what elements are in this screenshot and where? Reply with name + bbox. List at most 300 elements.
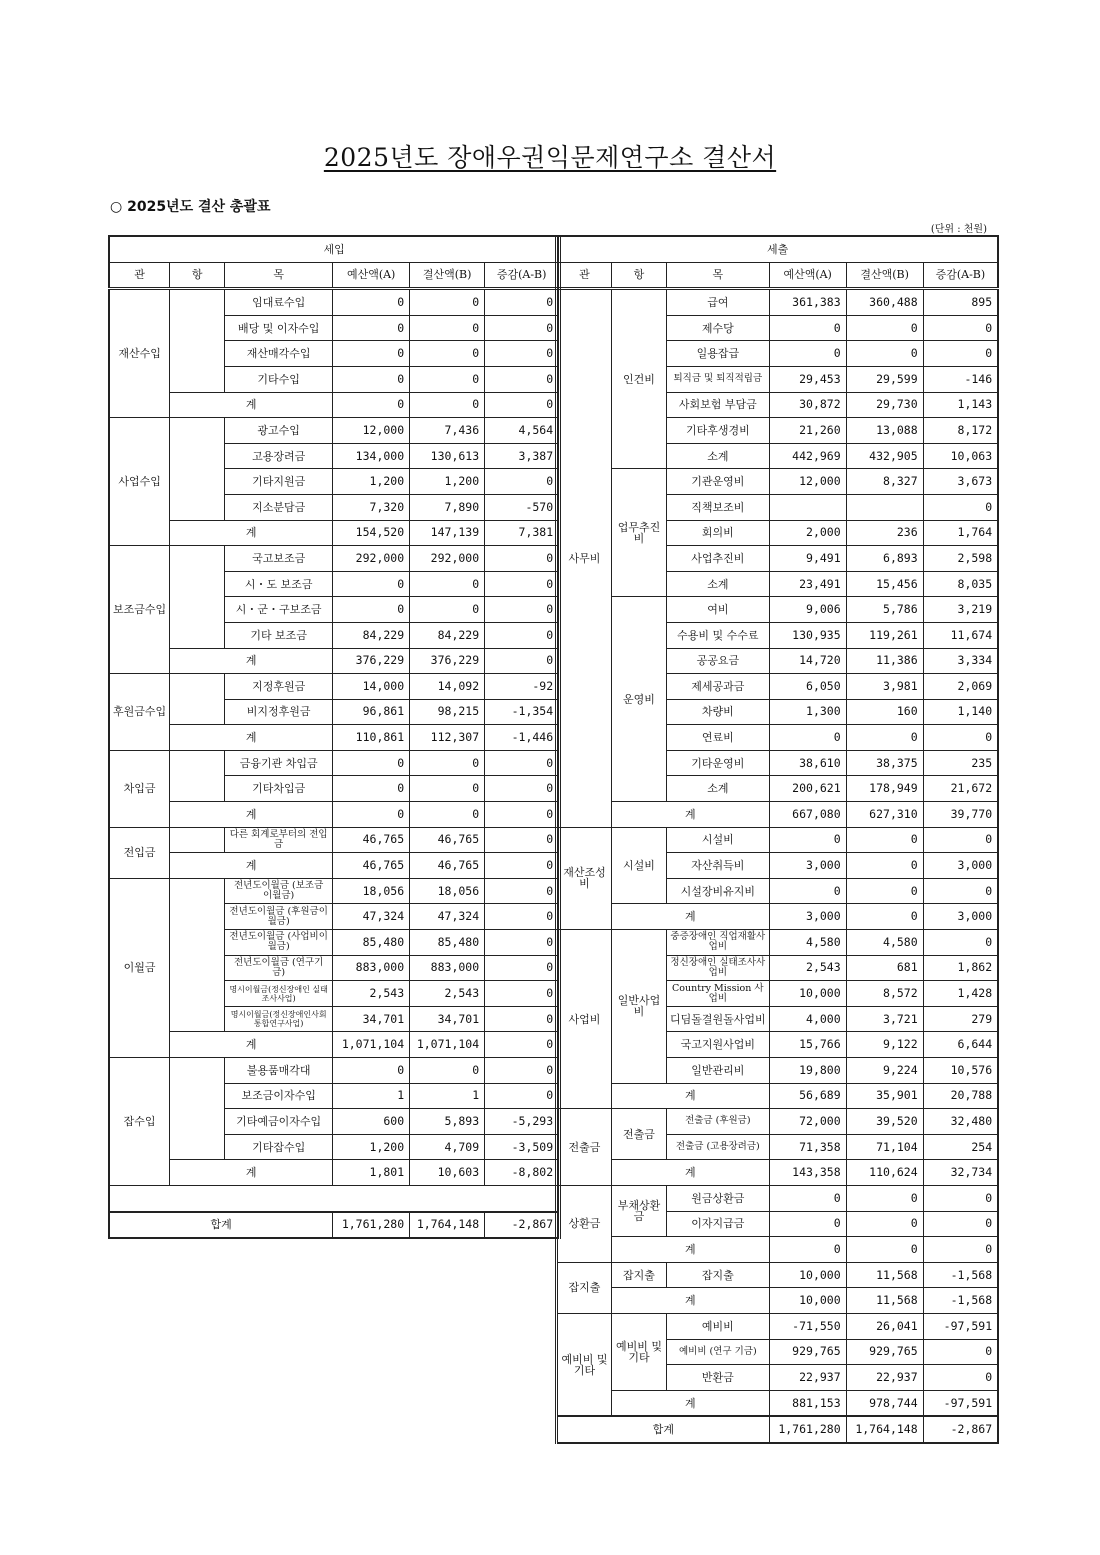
diff-value: 3,000 xyxy=(923,904,998,930)
mok-cell: 소계 xyxy=(667,443,770,469)
gwan-cell: 예비비 및 기타 xyxy=(557,1313,612,1416)
mok-cell: 배당 및 이자수입 xyxy=(225,315,333,341)
hang-cell: 부채상환금 xyxy=(612,1185,667,1236)
budget-value: 7,320 xyxy=(333,494,410,520)
actual-value: 0 xyxy=(846,1237,923,1263)
mok-cell: 사업추진비 xyxy=(667,546,770,572)
diff-value: 32,480 xyxy=(923,1109,998,1135)
actual-value: 883,000 xyxy=(410,955,485,981)
gwan-cell: 후원금수입 xyxy=(109,674,170,751)
budget-value: 667,080 xyxy=(769,802,846,828)
budget-value: 3,000 xyxy=(769,853,846,879)
budget-value: -71,550 xyxy=(769,1313,846,1339)
budget-value: 0 xyxy=(333,750,410,776)
actual-value: 0 xyxy=(410,776,485,802)
budget-value: 2,543 xyxy=(769,955,846,981)
column-header: 예산액(A) xyxy=(769,262,846,289)
hang-cell xyxy=(170,546,225,648)
hang-cell xyxy=(170,827,225,853)
budget-value: 30,872 xyxy=(769,392,846,418)
column-header-row xyxy=(557,262,999,289)
mok-cell: 비지정후원금 xyxy=(225,699,333,725)
subtotal-label: 계 xyxy=(612,1288,770,1314)
income-row xyxy=(109,827,560,853)
actual-value: 1 xyxy=(410,1083,485,1109)
actual-value: 0 xyxy=(846,725,923,751)
actual-value: 11,568 xyxy=(846,1288,923,1314)
mok-cell: 디딤돌결원돌사업비 xyxy=(667,1006,770,1032)
budget-value: 23,491 xyxy=(769,571,846,597)
gwan-cell: 전출금 xyxy=(557,1109,612,1186)
income-row xyxy=(109,289,560,316)
mok-cell: 전출금 (고용장려금) xyxy=(667,1134,770,1160)
hang-cell: 전출금 xyxy=(612,1109,667,1160)
section-heading: ○ 2025년도 결산 총괄표 xyxy=(110,199,271,215)
mok-cell: 시・도 보조금 xyxy=(225,571,333,597)
diff-value: -3,509 xyxy=(485,1134,560,1160)
diff-value: 0 xyxy=(485,392,560,418)
budget-value: 442,969 xyxy=(769,443,846,469)
actual-value: 13,088 xyxy=(846,418,923,444)
mok-cell: 전년도이월금 (후원금이월금) xyxy=(225,904,333,930)
budget-value: 2,000 xyxy=(769,520,846,546)
actual-value: 98,215 xyxy=(410,699,485,725)
actual-value: 681 xyxy=(846,955,923,981)
expense-subtotal-row xyxy=(557,1390,999,1416)
diff-value: 2,069 xyxy=(923,674,998,700)
column-header: 목 xyxy=(225,262,333,289)
subtotal-label: 계 xyxy=(170,648,333,674)
budget-value: 200,621 xyxy=(769,776,846,802)
mok-cell: 퇴직금 및 퇴직적립금 xyxy=(667,366,770,392)
budget-value: 96,861 xyxy=(333,699,410,725)
diff-value: 235 xyxy=(923,750,998,776)
subtotal-label: 계 xyxy=(170,1160,333,1186)
income-subtotal-row xyxy=(109,802,560,828)
mok-cell: 기타지원금 xyxy=(225,469,333,495)
mok-cell: 기타후생경비 xyxy=(667,418,770,444)
budget-value: 29,453 xyxy=(769,366,846,392)
mok-cell: 급여 xyxy=(667,289,770,316)
budget-value: 0 xyxy=(333,1058,410,1084)
mok-cell: 반환금 xyxy=(667,1365,770,1391)
mok-cell: 다른 회계로부터의 전입금 xyxy=(225,827,333,853)
actual-value: 0 xyxy=(410,315,485,341)
mok-cell: 시설비 xyxy=(667,827,770,853)
diff-value: 0 xyxy=(485,469,560,495)
actual-value: 627,310 xyxy=(846,802,923,828)
column-header: 목 xyxy=(667,262,770,289)
budget-value: 2,543 xyxy=(333,981,410,1007)
mok-cell: 제수당 xyxy=(667,315,770,341)
diff-value: 2,598 xyxy=(923,546,998,572)
mok-cell: 임대료수입 xyxy=(225,289,333,316)
diff-value: 3,000 xyxy=(923,853,998,879)
actual-value: 34,701 xyxy=(410,1006,485,1032)
actual-value: 2,543 xyxy=(410,981,485,1007)
diff-value: 0 xyxy=(923,1339,998,1365)
budget-value: 22,937 xyxy=(769,1365,846,1391)
budget-value: 881,153 xyxy=(769,1390,846,1416)
actual-value: 978,744 xyxy=(846,1390,923,1416)
hang-cell xyxy=(170,750,225,801)
diff-value: 0 xyxy=(485,955,560,981)
diff-value: -5,293 xyxy=(485,1109,560,1135)
diff-value: 3,673 xyxy=(923,469,998,495)
mok-cell: 수용비 및 수수료 xyxy=(667,622,770,648)
budget-value: 0 xyxy=(333,366,410,392)
diff-value: 0 xyxy=(485,315,560,341)
hang-cell: 예비비 및 기타 xyxy=(612,1313,667,1390)
actual-value: 0 xyxy=(410,597,485,623)
subtotal-label: 계 xyxy=(612,1237,770,1263)
diff-value: 0 xyxy=(923,1365,998,1391)
diff-value: -1,446 xyxy=(485,725,560,751)
budget-value: 0 xyxy=(333,571,410,597)
diff-value: 0 xyxy=(485,366,560,392)
actual-value: 26,041 xyxy=(846,1313,923,1339)
diff-value: 11,674 xyxy=(923,622,998,648)
actual-value: 0 xyxy=(410,571,485,597)
actual-value: 147,139 xyxy=(410,520,485,546)
income-subtotal-row xyxy=(109,648,560,674)
diff-value: 0 xyxy=(485,776,560,802)
income-row xyxy=(109,853,560,879)
actual-value: 22,937 xyxy=(846,1365,923,1391)
diff-value: 0 xyxy=(485,571,560,597)
income-table xyxy=(108,235,561,1239)
diff-value: 0 xyxy=(485,827,560,853)
actual-value: 119,261 xyxy=(846,622,923,648)
diff-value: 0 xyxy=(923,1211,998,1237)
actual-value: 130,613 xyxy=(410,443,485,469)
budget-value: 154,520 xyxy=(333,520,410,546)
budget-value: 10,000 xyxy=(769,1262,846,1288)
diff-value: -146 xyxy=(923,366,998,392)
actual-value: 4,580 xyxy=(846,930,923,956)
gwan-cell: 보조금수입 xyxy=(109,546,170,674)
gwan-cell: 잡지출 xyxy=(557,1262,612,1313)
gwan-cell: 차입금 xyxy=(109,750,170,827)
budget-value: 0 xyxy=(333,802,410,828)
budget-value: 1,761,280 xyxy=(333,1212,410,1239)
diff-value: 10,576 xyxy=(923,1058,998,1084)
gwan-cell: 잡수입 xyxy=(109,1058,170,1186)
actual-value: 432,905 xyxy=(846,443,923,469)
income-row xyxy=(109,520,560,546)
expense-subtotal-row xyxy=(557,1160,999,1186)
total-label: 합계 xyxy=(109,1212,333,1239)
actual-value: 1,764,148 xyxy=(846,1416,923,1443)
actual-value: 7,890 xyxy=(410,494,485,520)
actual-value: 39,520 xyxy=(846,1109,923,1135)
mok-cell: 사회보험 부담금 xyxy=(667,392,770,418)
actual-value: 11,386 xyxy=(846,648,923,674)
diff-value: -1,568 xyxy=(923,1288,998,1314)
budget-value: 34,701 xyxy=(333,1006,410,1032)
budget-value: 1,761,280 xyxy=(769,1416,846,1443)
mok-cell: Country Mission 사업비 xyxy=(667,981,770,1007)
budget-value: 1 xyxy=(333,1083,410,1109)
diff-value: -2,867 xyxy=(485,1212,560,1239)
actual-value: 71,104 xyxy=(846,1134,923,1160)
mok-cell: 기관운영비 xyxy=(667,469,770,495)
budget-value: 18,056 xyxy=(333,878,410,904)
mok-cell: 금융기관 차입금 xyxy=(225,750,333,776)
mok-cell: 여비 xyxy=(667,597,770,623)
diff-value: 0 xyxy=(923,1237,998,1263)
budget-value: 46,765 xyxy=(333,827,410,853)
actual-value: 47,324 xyxy=(410,904,485,930)
diff-value: 0 xyxy=(485,622,560,648)
subtotal-label: 계 xyxy=(170,392,333,418)
budget-value: 10,000 xyxy=(769,981,846,1007)
column-header: 증감(A-B) xyxy=(923,262,998,289)
budget-value: 134,000 xyxy=(333,443,410,469)
diff-value: 7,381 xyxy=(485,520,560,546)
budget-value: 0 xyxy=(333,315,410,341)
budget-value: 0 xyxy=(769,315,846,341)
diff-value: -8,802 xyxy=(485,1160,560,1186)
income-row xyxy=(109,1058,560,1084)
actual-value: 0 xyxy=(846,853,923,879)
budget-value: 0 xyxy=(333,597,410,623)
header-row xyxy=(109,236,560,262)
budget-value: 19,800 xyxy=(769,1058,846,1084)
diff-value: 0 xyxy=(485,341,560,367)
diff-value: 10,063 xyxy=(923,443,998,469)
diff-value: -1,568 xyxy=(923,1262,998,1288)
diff-value: 0 xyxy=(485,750,560,776)
column-header: 관 xyxy=(109,262,170,289)
mok-cell: 자산취득비 xyxy=(667,853,770,879)
budget-value: 0 xyxy=(769,725,846,751)
actual-value: 376,229 xyxy=(410,648,485,674)
gwan-cell: 사무비 xyxy=(557,289,612,827)
diff-value: 0 xyxy=(485,981,560,1007)
column-header-row xyxy=(109,262,560,289)
actual-value: 5,893 xyxy=(410,1109,485,1135)
actual-value: 236 xyxy=(846,520,923,546)
budget-value: 21,260 xyxy=(769,418,846,444)
expense-row xyxy=(557,469,999,495)
diff-value: 3,334 xyxy=(923,648,998,674)
actual-value: 3,721 xyxy=(846,1006,923,1032)
actual-value: 11,568 xyxy=(846,1262,923,1288)
mok-cell: 일반관리비 xyxy=(667,1058,770,1084)
mok-cell: 차량비 xyxy=(667,699,770,725)
mok-cell: 국고보조금 xyxy=(225,546,333,572)
budget-value: 1,200 xyxy=(333,1134,410,1160)
diff-value: 0 xyxy=(923,315,998,341)
diff-value: 20,788 xyxy=(923,1083,998,1109)
budget-value: 12,000 xyxy=(333,418,410,444)
gwan-cell: 사업수입 xyxy=(109,418,170,546)
actual-value: 0 xyxy=(410,750,485,776)
subtotal-label: 계 xyxy=(612,1160,770,1186)
hang-cell: 잡지출 xyxy=(612,1262,667,1288)
actual-value: 360,488 xyxy=(846,289,923,316)
budget-value: 0 xyxy=(769,341,846,367)
budget-value: 0 xyxy=(769,1185,846,1211)
actual-value: 8,572 xyxy=(846,981,923,1007)
actual-value: 0 xyxy=(410,802,485,828)
header-row xyxy=(557,236,999,262)
actual-value: 0 xyxy=(410,366,485,392)
expense-row xyxy=(557,1262,999,1288)
column-header: 항 xyxy=(612,262,667,289)
mok-cell: 예비비 (연구 기금) xyxy=(667,1339,770,1365)
expense-row xyxy=(557,1109,999,1135)
diff-value: 0 xyxy=(485,597,560,623)
budget-value: 1,300 xyxy=(769,699,846,725)
diff-value: 0 xyxy=(923,1185,998,1211)
actual-value: 18,056 xyxy=(410,878,485,904)
mok-cell: 직책보조비 xyxy=(667,494,770,520)
mok-cell: 명시이월금(정신장애인 실태조사사업) xyxy=(225,981,333,1007)
expense-subtotal-row xyxy=(557,1288,999,1314)
column-header: 결산액(B) xyxy=(410,262,485,289)
diff-value: 0 xyxy=(485,1058,560,1084)
actual-value: 7,436 xyxy=(410,418,485,444)
budget-value: 130,935 xyxy=(769,622,846,648)
mok-cell: 공공요금 xyxy=(667,648,770,674)
diff-value: 3,387 xyxy=(485,443,560,469)
hang-cell: 시설비 xyxy=(612,827,667,904)
budget-value: 143,358 xyxy=(769,1160,846,1186)
hang-cell: 인건비 xyxy=(612,289,667,469)
mok-cell: 전년도이월금 (연구기금) xyxy=(225,955,333,981)
actual-value: 160 xyxy=(846,699,923,725)
gwan-cell: 전입금 xyxy=(109,827,170,878)
income-label: 세입 xyxy=(109,236,560,262)
mok-cell: 정신장애인 실태조사사업비 xyxy=(667,955,770,981)
subtotal-label: 계 xyxy=(170,853,333,879)
actual-value: 292,000 xyxy=(410,546,485,572)
mok-cell: 기타잡수입 xyxy=(225,1134,333,1160)
actual-value: 1,764,148 xyxy=(410,1212,485,1239)
actual-value: 29,730 xyxy=(846,392,923,418)
mok-cell: 시・군・구보조금 xyxy=(225,597,333,623)
gwan-cell: 사업비 xyxy=(557,930,612,1109)
mok-cell: 지정후원금 xyxy=(225,674,333,700)
diff-value: 4,564 xyxy=(485,418,560,444)
budget-value: 4,580 xyxy=(769,930,846,956)
diff-value: 0 xyxy=(485,1083,560,1109)
mok-cell: 기타운영비 xyxy=(667,750,770,776)
actual-value: 9,122 xyxy=(846,1032,923,1058)
mok-cell: 원금상환금 xyxy=(667,1185,770,1211)
mok-cell: 재산매각수입 xyxy=(225,341,333,367)
diff-value: 3,219 xyxy=(923,597,998,623)
diff-value: 21,672 xyxy=(923,776,998,802)
budget-value: 292,000 xyxy=(333,546,410,572)
column-header: 예산액(A) xyxy=(333,262,410,289)
budget-value: 71,358 xyxy=(769,1134,846,1160)
actual-value: 0 xyxy=(846,827,923,853)
income-total-row xyxy=(109,1212,560,1239)
actual-value: 46,765 xyxy=(410,853,485,879)
hang-cell xyxy=(170,674,225,725)
mok-cell: 고용장려금 xyxy=(225,443,333,469)
budget-value: 883,000 xyxy=(333,955,410,981)
mok-cell: 소계 xyxy=(667,571,770,597)
diff-value: 1,140 xyxy=(923,699,998,725)
actual-value xyxy=(846,494,923,520)
budget-value: 12,000 xyxy=(769,469,846,495)
subtotal-label: 계 xyxy=(170,520,333,546)
subtotal-label: 계 xyxy=(170,1032,333,1058)
budget-value: 47,324 xyxy=(333,904,410,930)
column-header: 항 xyxy=(170,262,225,289)
mok-cell: 명시이월금(정신장애인사회통합연구사업) xyxy=(225,1006,333,1032)
actual-value: 0 xyxy=(846,341,923,367)
diff-value: 0 xyxy=(923,494,998,520)
actual-value: 4,709 xyxy=(410,1134,485,1160)
mok-cell: 시설장비유지비 xyxy=(667,878,770,904)
budget-value: 46,765 xyxy=(333,853,410,879)
expense-row xyxy=(557,289,999,316)
diff-value: -1,354 xyxy=(485,699,560,725)
diff-value: 0 xyxy=(485,648,560,674)
mok-cell: 회의비 xyxy=(667,520,770,546)
unit-label: (단위 : 천원) xyxy=(930,224,987,235)
actual-value: 178,949 xyxy=(846,776,923,802)
gwan-cell: 재산수입 xyxy=(109,289,170,418)
budget-value: 4,000 xyxy=(769,1006,846,1032)
budget-value: 1,071,104 xyxy=(333,1032,410,1058)
gwan-cell: 이월금 xyxy=(109,878,170,1057)
expense-subtotal-row xyxy=(557,1237,999,1263)
blank-area xyxy=(109,1185,560,1211)
budget-value: 72,000 xyxy=(769,1109,846,1135)
gwan-cell: 재산조성비 xyxy=(557,827,612,929)
budget-value: 0 xyxy=(769,827,846,853)
income-subtotal-row xyxy=(109,1032,560,1058)
subtotal-label: 계 xyxy=(612,1083,770,1109)
actual-value: 15,456 xyxy=(846,571,923,597)
budget-value: 14,000 xyxy=(333,674,410,700)
actual-value: 10,603 xyxy=(410,1160,485,1186)
actual-value: 3,981 xyxy=(846,674,923,700)
budget-value: 3,000 xyxy=(769,904,846,930)
diff-value: 1,764 xyxy=(923,520,998,546)
diff-value: 0 xyxy=(485,930,560,956)
mok-cell: 보조금이자수입 xyxy=(225,1083,333,1109)
actual-value: 14,092 xyxy=(410,674,485,700)
expense-subtotal-row xyxy=(557,1083,999,1109)
mok-cell: 잡지출 xyxy=(667,1262,770,1288)
page-title: 2025년도 장애우권익문제연구소 결산서 xyxy=(323,143,777,172)
budget-value: 38,610 xyxy=(769,750,846,776)
gwan-cell: 상환금 xyxy=(557,1185,612,1262)
actual-value: 9,224 xyxy=(846,1058,923,1084)
subtotal-label: 계 xyxy=(170,802,333,828)
budget-value: 110,861 xyxy=(333,725,410,751)
diff-value: 0 xyxy=(485,1006,560,1032)
actual-value: 0 xyxy=(846,315,923,341)
budget-value: 15,766 xyxy=(769,1032,846,1058)
mok-cell: 국고지원사업비 xyxy=(667,1032,770,1058)
actual-value: 0 xyxy=(846,1185,923,1211)
budget-value: 0 xyxy=(769,1237,846,1263)
expense-label: 세출 xyxy=(557,236,999,262)
expense-row xyxy=(557,930,999,956)
budget-value: 56,689 xyxy=(769,1083,846,1109)
expense-row xyxy=(557,597,999,623)
mok-cell: 광고수입 xyxy=(225,418,333,444)
actual-value: 6,893 xyxy=(846,546,923,572)
